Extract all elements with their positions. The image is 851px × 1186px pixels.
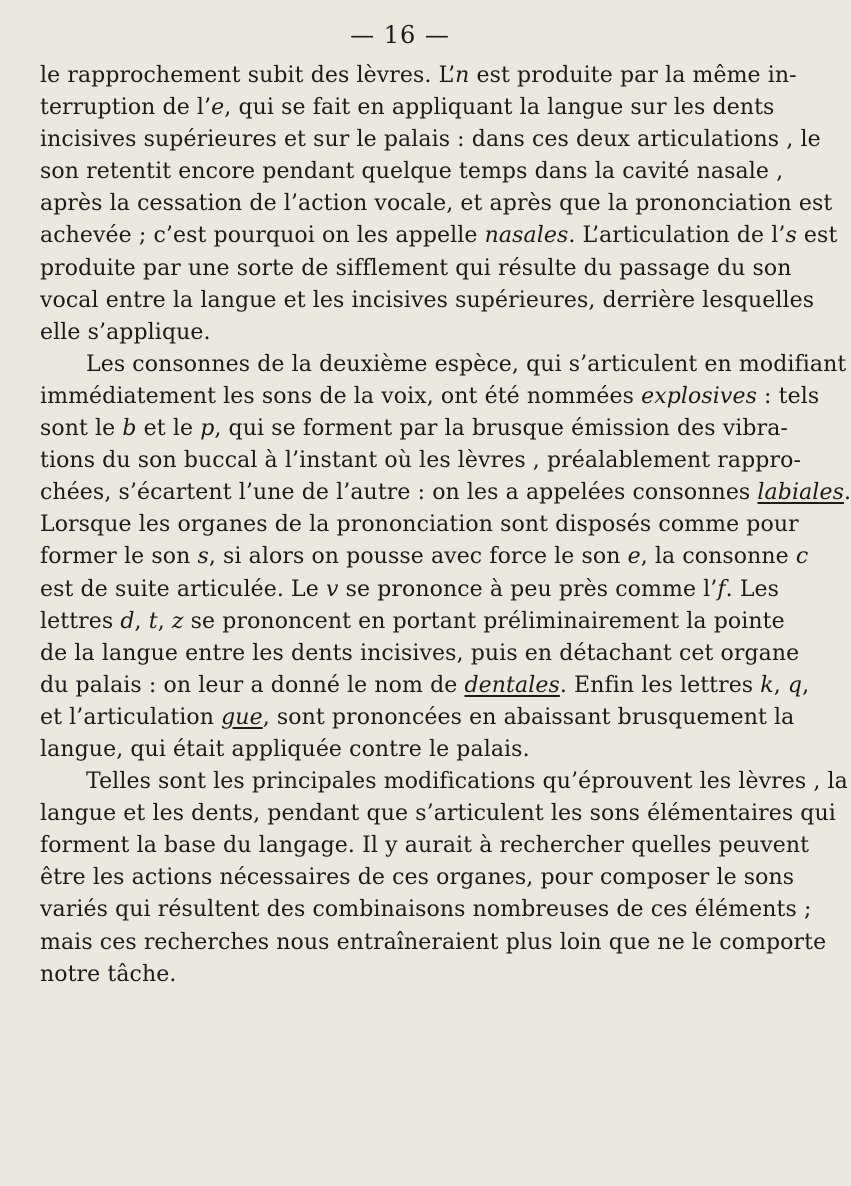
text-line: est de suite articulée. Le v se prononce à peu près comme l’f. Les xyxy=(40,576,780,602)
italic-term: dentales xyxy=(464,672,560,698)
text-line: lettres d, t, z se prononcent en portant préliminairement la pointe xyxy=(40,608,785,634)
text-line: sont le b et le p, qui se forment par la brusque émission des vibra- xyxy=(40,416,788,442)
text-line: mais ces recherches nous entraîneraient plus loin que ne le comporte xyxy=(40,929,827,955)
text-line: du palais : on leur a donné le nom de dentales. Enfin les lettres k, q, xyxy=(40,672,810,698)
italic-term: v xyxy=(325,576,339,602)
italic-term: p xyxy=(200,416,215,442)
text-line: incisives supérieures et sur le palais : dans ces deux articulations , le xyxy=(40,127,821,153)
text-line: terruption de l’e, qui se fait en appliquant la langue sur les dents xyxy=(40,95,775,121)
italic-term: explosives xyxy=(641,383,757,409)
text-line: immédiatement les sons de la voix, ont été nommées explosives : tels xyxy=(40,383,820,409)
text-line: Telles sont les principales modifications qu’éprouvent les lèvres , la xyxy=(86,769,848,795)
italic-term: z xyxy=(171,608,184,634)
text-line: Lorsque les organes de la prononciation sont disposés comme pour xyxy=(40,512,799,538)
text-line: notre tâche. xyxy=(40,961,177,987)
text-line: tions du son buccal à l’instant où les lèvres , préalablement rappro- xyxy=(40,448,801,474)
text-line: son retentit encore pendant quelque temps dans la cavité nasale , xyxy=(40,159,784,185)
paragraph-2 xyxy=(40,349,851,766)
italic-term: gue xyxy=(221,704,263,730)
italic-term: n xyxy=(455,63,470,88)
text-line: variés qui résultent des combinaisons nombreuses de ces éléments ; xyxy=(40,897,812,923)
text-line: achevée ; c’est pourquoi on les appelle nasales. L’articulation de l’s est xyxy=(40,223,838,249)
body-text xyxy=(40,60,851,991)
italic-term: labiales xyxy=(757,480,844,506)
text-line: vocal entre la langue et les incisives supérieures, derrière lesquelles xyxy=(40,287,815,313)
text-line: langue, qui était appliquée contre le palais. xyxy=(40,736,530,762)
text-line: chées, s’écartent l’une de l’autre : on les a appelées consonnes labiales. xyxy=(40,480,851,506)
italic-term: t xyxy=(148,608,158,634)
text-line: former le son s, si alors on pousse avec force le son e, la consonne c xyxy=(40,544,809,570)
text-line: le rapprochement subit des lèvres. L’n est produite par la même in- xyxy=(40,63,797,88)
italic-term: d xyxy=(120,608,135,634)
text-line: forment la base du langage. Il y aurait à rechercher quelles peuvent xyxy=(40,833,810,859)
text-line: langue et les dents, pendant que s’articulent les sons élémentaires qui xyxy=(40,801,836,827)
italic-term: nasales xyxy=(484,223,569,249)
italic-term: k xyxy=(760,672,774,698)
text-line: elle s’applique. xyxy=(40,319,211,345)
italic-term: e xyxy=(627,544,641,570)
italic-term: q xyxy=(787,672,803,698)
paragraph-3 xyxy=(40,766,848,991)
italic-term: f xyxy=(717,576,726,602)
italic-term: c xyxy=(795,544,809,570)
page-number: — 16 — xyxy=(350,21,450,49)
paragraph-1 xyxy=(40,60,838,349)
italic-term: b xyxy=(122,416,137,442)
text-line: être les actions nécessaires de ces organes, pour composer le sons xyxy=(40,865,795,891)
text-line: après la cessation de l’action vocale, et après que la prononciation est xyxy=(40,191,833,217)
italic-term: e xyxy=(211,95,225,121)
text-line: Les consonnes de la deuxième espèce, qui s’articulent en modifiant xyxy=(86,351,847,377)
text-line: et l’articulation gue, sont prononcées en abaissant brusquement la xyxy=(40,704,795,730)
text-line: de la langue entre les dents incisives, puis en détachant cet organe xyxy=(40,640,800,666)
italic-term: s xyxy=(197,544,209,570)
text-line: produite par une sorte de sifflement qui résulte du passage du son xyxy=(40,255,792,281)
italic-term: s xyxy=(785,223,797,249)
